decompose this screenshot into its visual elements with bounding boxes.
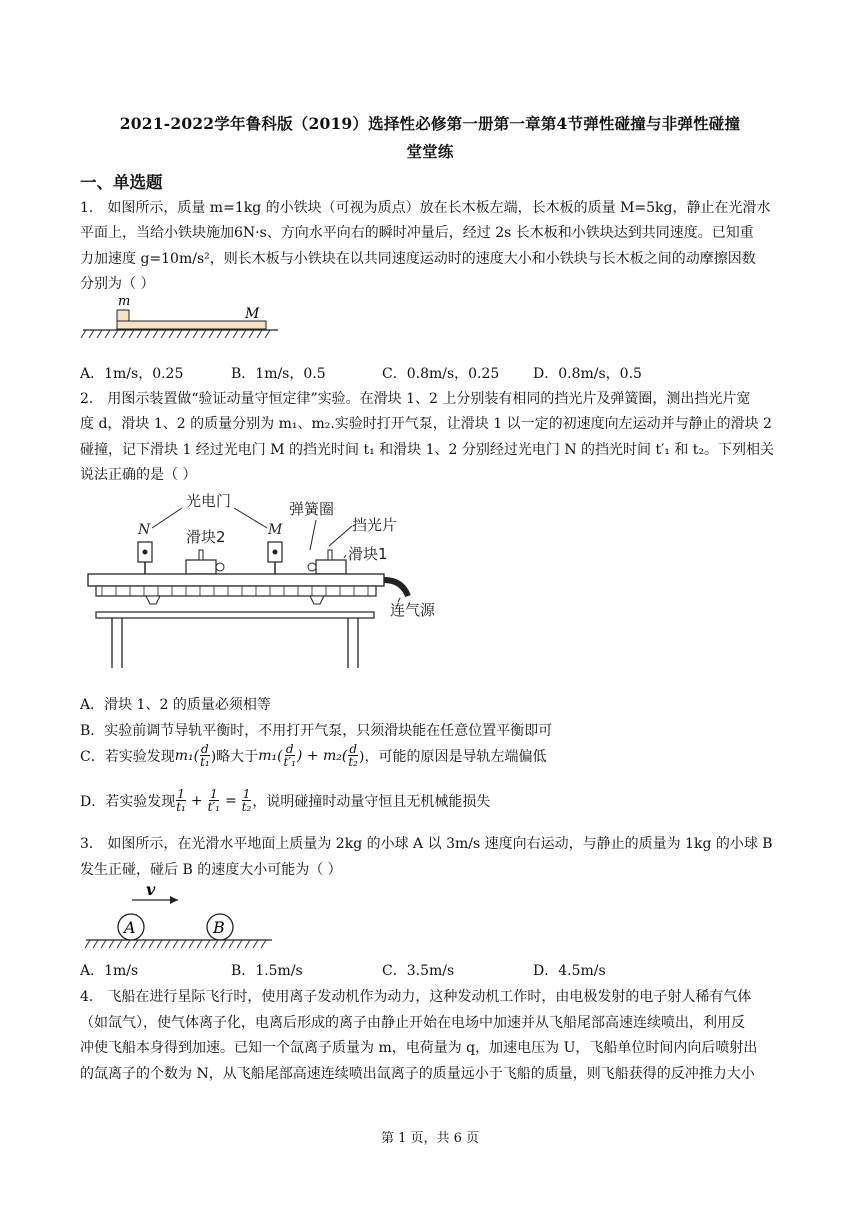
q2-option-c-mid: )略大于	[210, 748, 259, 765]
q4-text-line1: 4． 飞船在进行星际飞行时，使用离子发动机作为动力，这种发动机工作时，由电极发射的电子射人稀有气体	[80, 989, 752, 1005]
q4-text-line4: 的氙离子的个数为 N，从飞船尾部高速连续喷出氙离子的质量远小于飞船的质量，则飞船获得的反冲推力大小	[80, 1066, 755, 1082]
q2-option-c-plus: ) + m₂(	[296, 747, 348, 764]
q3-figure-label-v: v	[146, 880, 156, 899]
section-heading: 一、单选题	[80, 173, 163, 192]
q2-figure-label-slider1: 滑块1	[348, 545, 388, 563]
q2-option-c-prefix: C．若实验发现	[80, 748, 175, 765]
q2-option-d[interactable]	[80, 788, 490, 813]
q2-option-c-frac2: $\frac{d}{\text{t′₁}}$	[283, 742, 296, 769]
q2-option-d-eq: =	[224, 792, 237, 809]
q2-figure-label-spring: 弹簧圈	[289, 500, 335, 518]
q2-text-line2: 度 d，滑块 1、2 的质量分别为 m₁、m₂.实验时打开气泵，让滑块 1 以一定的初速度向左运动并与静止的滑块 2	[80, 416, 772, 432]
q2-figure-label-M: M	[268, 522, 283, 538]
document-title-line2: 堂堂练	[406, 142, 454, 161]
q3-text-line1: 3． 如图所示，在光滑水平地面上质量为 2kg 的小球 A 以 3m/s 速度向右运动，与静止的质量为 1kg 的小球 B	[80, 836, 773, 852]
q2-option-c[interactable]	[80, 743, 546, 768]
document-title: 2021-2022学年鲁科版（2019）选择性必修第一册第一章第4节弹性碰撞与非弹性碰撞	[119, 114, 741, 133]
q2-option-d-prefix: D．若实验发现	[80, 793, 176, 810]
q3-figure-label-A: A	[124, 918, 136, 937]
q2-option-c-end: )，可能的原因是导轨左端偏低	[359, 748, 547, 765]
q3-option-d[interactable]: D．4.5m/s	[533, 963, 606, 979]
q2-figure-air-track	[82, 488, 462, 670]
q2-figure-label-slider2: 滑块2	[186, 528, 226, 546]
q2-option-c-frac1: $\frac{d}{\text{t₁}}$	[200, 742, 210, 769]
page-footer: 第 1 页，共 6 页	[380, 1131, 480, 1146]
q2-figure-label-shade: 挡光片	[352, 516, 398, 534]
q1-figure-block-on-board	[80, 294, 280, 342]
q2-text-line3: 碰撞，记下滑块 1 经过光电门 M 的挡光时间 t₁ 和滑块 1、2 分别经过光电门 N 的挡光时间 t′₁ 和 t₂。下列相关	[80, 442, 775, 458]
q2-option-b[interactable]: B．实验前调节导轨平衡时，不用打开气泵，只须滑块能在任意位置平衡即可	[80, 723, 553, 739]
q1-text-line3: 力加速度 g=10m/s²，则长木板与小铁块在以共同速度运动时的速度大小和小铁块与长木板之间的动摩擦因数	[80, 251, 756, 267]
q3-option-b[interactable]: B．1.5m/s	[231, 963, 303, 979]
q1-text-line2: 平面上，当给小铁块施加6N·s、方向水平向右的瞬时冲量后，经过 2s 长木板和小铁块达到共同速度。已知重	[80, 225, 754, 241]
q4-text-line3: 冲使飞船本身得到加速。已知一个氙离子质量为 m，电荷量为 q，加速电压为 U，飞船单位时间内向后喷射出	[80, 1040, 758, 1056]
q2-option-d-frac1: $\frac{1}{\text{t₁}}$	[176, 787, 186, 814]
q2-text-line4: 说法正确的是（ ）	[80, 467, 197, 483]
q2-option-d-plus: +	[190, 792, 203, 809]
q2-option-c-frac3: $\frac{d}{\text{t₂}}$	[348, 742, 358, 769]
q2-option-d-end: ，说明碰撞时动量守恒且无机械能损失	[252, 793, 491, 810]
q1-text-line4: 分别为（ ）	[80, 276, 155, 292]
q3-figure-label-B: B	[213, 918, 225, 937]
q1-option-c[interactable]: C．0.8m/s，0.25	[382, 366, 500, 382]
q2-text-line1: 2． 用图示装置做“验证动量守恒定律”实验。在滑块 1、2 上分别装有相同的挡光片及弹簧圈，测出挡光片宽	[80, 391, 751, 407]
q2-figure-label-air: 连气源	[390, 601, 436, 619]
q1-text-line1: 1． 如图所示，质量 m=1kg 的小铁块（可视为质点）放在长木板左端，长木板的质量 M=5kg，静止在光滑水	[80, 200, 771, 216]
q2-option-d-frac3: $\frac{1}{\text{t₂}}$	[241, 787, 252, 814]
q3-option-c[interactable]: C．3.5m/s	[382, 963, 455, 979]
q2-option-c-m1b: m₁(	[258, 747, 283, 764]
q2-option-c-m1: m₁(	[174, 747, 200, 764]
q1-option-b[interactable]: B．1m/s，0.5	[231, 366, 326, 382]
q2-figure-label-N: N	[138, 522, 151, 538]
q1-option-a[interactable]: A．1m/s，0.25	[80, 366, 184, 382]
q1-option-d[interactable]: D．0.8m/s，0.5	[533, 366, 642, 382]
q3-option-a[interactable]: A．1m/s	[80, 963, 139, 979]
q2-option-a[interactable]: A．滑块 1、2 的质量必须相等	[80, 697, 271, 713]
q2-figure-label-gate: 光电门	[186, 492, 232, 510]
q2-option-d-frac2: $\frac{1}{\text{t′₁}}$	[207, 787, 220, 814]
q4-text-line2: （如氙气），使气体离子化，电离后形成的离子由静止开始在电场中加速并从飞船尾部高速连续喷出，利用反	[80, 1015, 745, 1031]
q3-figure-balls	[84, 880, 274, 952]
q1-figure-label-M: M	[245, 306, 260, 322]
q1-figure-label-m: m	[118, 294, 131, 309]
q3-text-line2: 发生正碰，碰后 B 的速度大小可能为（ ）	[80, 862, 342, 878]
